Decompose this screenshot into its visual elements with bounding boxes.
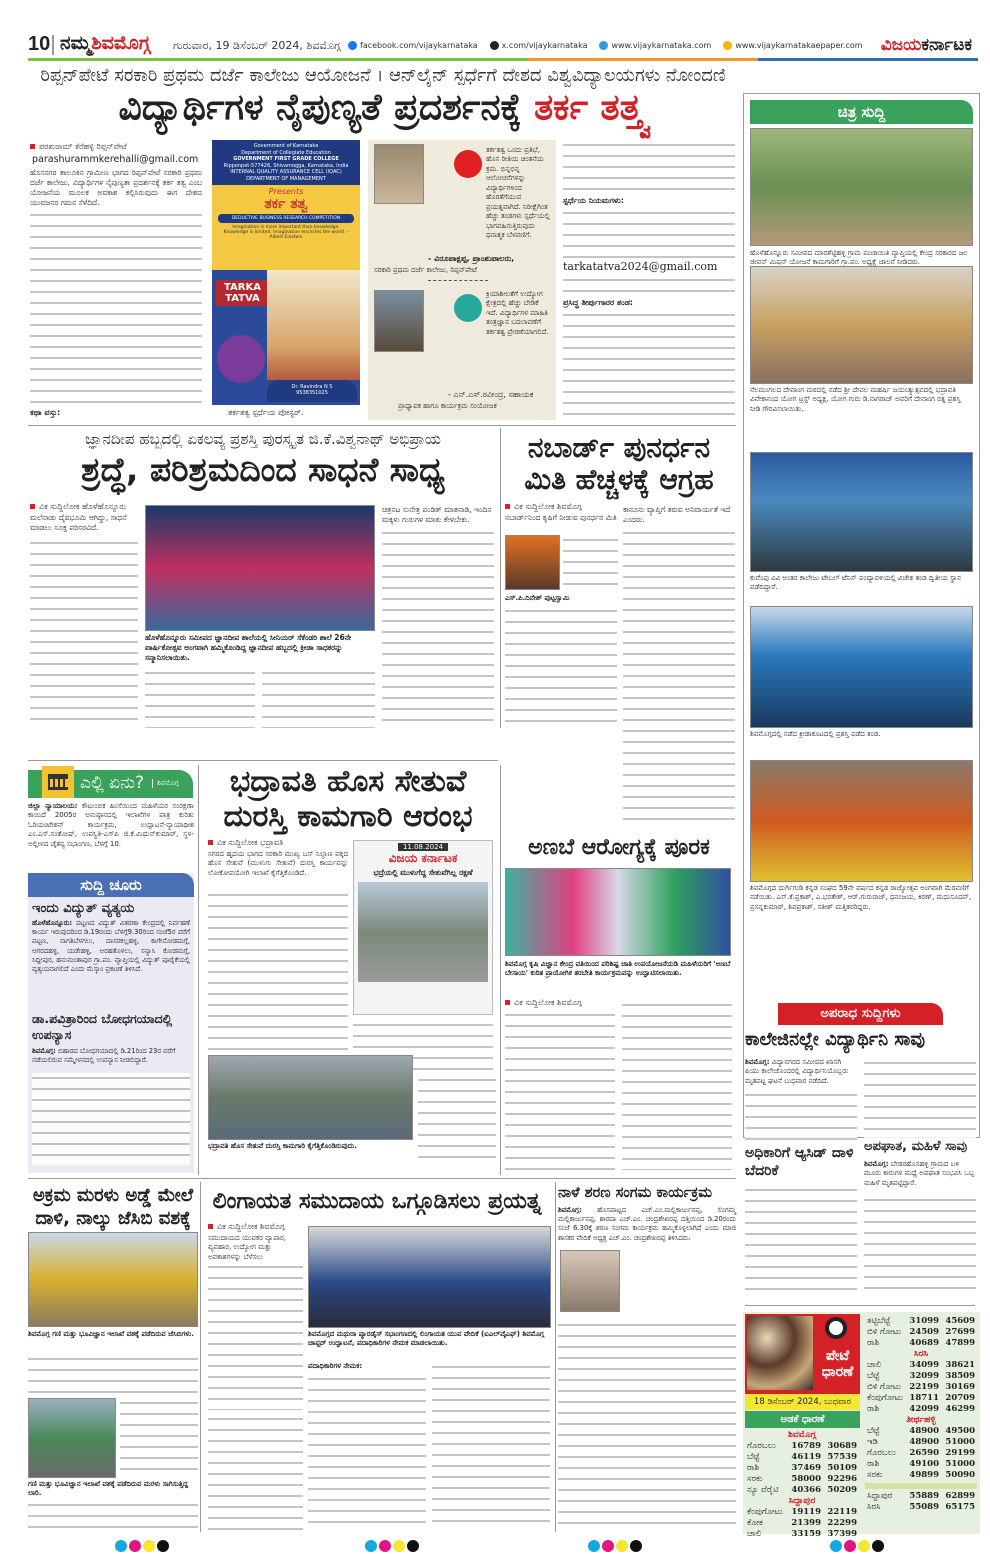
- anabe-body: [505, 1010, 615, 1170]
- story2-col3: ಚಿತ್ರನಟ ಸುನೇತ್ರ ಪಂಡಿತ್ ಮಾತನಾಡಿ, ಇಂದಿನ ಮಕ್ಕಳು ಗುರುಗಳ ಮಾತು ಕೇಳಬೇಕು.: [382, 505, 492, 525]
- market-date: 18 ಡಿಸೆಂಬರ್ 2024, ಬುಧವಾರ: [745, 1394, 860, 1410]
- crime-1-body-2: [864, 1058, 976, 1138]
- epaper-link[interactable]: www.vijaykarnatakaepaper.com: [723, 41, 862, 50]
- price-name: ಬೆಟ್ಟೆ: [867, 1426, 880, 1436]
- lead-kicker: ರಿಪ್ಪನ್‌ಪೇಟೆ ಸರಕಾರಿ ಪ್ರಥಮ ದರ್ಜೆ ಕಾಲೇಜು ಆಯೋಜನೆ । ಆನ್‌ಲೈನ್ ಸ್ಪರ್ಧೆಗೆ ದೇಶದ ವಿಶ್ವವಿದ್ಯಾಲಯಗಳು ನೋಂದಣಿ: [40, 65, 726, 86]
- akrama-body-2: [120, 1398, 198, 1478]
- story2-byline: ವಿಕ ಸುದ್ದಿಲೋಕ ಹೊಳೆಹೊನ್ನೂರು: [30, 502, 126, 512]
- story2-body-2: [145, 668, 255, 728]
- section-prefix: ನಮ್ಮ: [60, 32, 92, 54]
- price-name: ಗೊರಬಲು: [747, 1441, 776, 1451]
- price-min: 24509: [909, 1327, 939, 1337]
- price-name: ಇಡಿ: [867, 1437, 878, 1447]
- clip-date: 11.08.2024: [398, 843, 448, 851]
- registration-marks: [830, 1540, 884, 1552]
- price-row: [863, 1470, 979, 1481]
- price-name: ರಾಶಿ: [867, 1459, 880, 1469]
- nabard-col2: ಕಾನೂನು ವ್ಯಾಪ್ತಿಗೆ ತರುವ ಅನಿವಾರ್ಯತೆ ಇದೆ ಎಂದರು.: [623, 505, 731, 525]
- vijay-karnataka-logo: ವಿಜಯಕರ್ನಾಟಕ: [880, 35, 972, 55]
- price-max: 30689: [827, 1441, 857, 1451]
- judges-label: ಪ್ರಸಿದ್ಧ ತೀರ್ಪುಗಾರರ ತಂಡ:: [563, 298, 634, 307]
- price-name: ಚಾಲಿ: [867, 1360, 882, 1370]
- price-min: 33159: [791, 1529, 821, 1539]
- lingayata-caption: ಶಿವಮೊಗ್ಗದ ಮಥುರಾ ಪ್ಯಾರಡೈಸ್ ಸಭಾಂಗಣದಲ್ಲಿ ಲಿಂಗಾಯತ ಯುವ ವೇದಿಕೆ (ಐಎಲ್‌ವೈಎಫ್) ಶಿವಮೊಗ್ಗ ಚಾಪ್ಟರ್ ಉದ್ಘಾಟನೆ, ಪದಾಧಿಕಾರಿಗಳ ನೇಮಕ ಮಾಡಲಾಯಿತು.: [308, 1330, 545, 1348]
- price-min: 46119: [791, 1452, 821, 1462]
- crime-headline-2: ಅಧಿಕಾರಿಗೆ ಆ್ಯಸಿಡ್ ದಾಳಿ ಬೆದರಿಕೆ: [745, 1145, 854, 1180]
- price-max: 65175: [945, 1502, 975, 1512]
- court-icon: [42, 766, 74, 798]
- coordinator-photo: [374, 290, 424, 352]
- story2-photo: [145, 505, 375, 631]
- lorry-caption: ಗಣಿ ಮತ್ತು ಭೂವಿಜ್ಞಾನ ಇಲಾಖೆ ವಶಕ್ಕೆ ಪಡೆದಿರುವ ಮರಳು ಸಾಗಿಸುತ್ತಿದ್ದ ಲಾರಿ.: [28, 1480, 189, 1498]
- news-photo: [750, 452, 973, 572]
- akrama-body: [28, 1354, 198, 1396]
- price-min: 26590: [909, 1448, 939, 1458]
- price-row: [863, 1371, 979, 1382]
- bhadravathi-headline: ಭದ್ರಾವತಿ ಹೊಸ ಸೇತುವೆ ದುರಸ್ತಿ ಕಾಮಗಾರಿ ಆರಂಭ: [223, 764, 473, 834]
- market-icon: [825, 1317, 847, 1339]
- price-name: ಬಿಳಿ ಗೋಟು: [867, 1327, 902, 1337]
- price-max: 38621: [945, 1360, 975, 1370]
- price-row: [743, 1529, 861, 1540]
- item2-body: [32, 1073, 190, 1165]
- anabe-caption: ಶಿವಮೊಗ್ಗ ಕೃಷಿ ವಿಜ್ಞಾನ ಕೇಂದ್ರ ವತಿಯಿಂದ ಪರಿಶಿಷ್ಟ ಜಾತಿ ಉಪಯೋಜನೆಯಡಿ ಮಹಿಳೆಯರಿಗೆ 'ಅಣಬೆ ಬೇಸಾಯ' ಕುರಿತ ಪ್ರಾಯೋಗಿಕ ತರಬೇತಿ ಕಾರ್ಯಕ್ರಮವನ್ನು ಉದ್ಘಾಟಿಸಲಾಯಿತು.: [505, 960, 731, 978]
- quote-2-author: - ಎನ್.ಎಸ್.ರವೀಂದ್ರ, ಸಹಾಯಕ: [448, 390, 534, 399]
- anabe-photo: [505, 868, 731, 956]
- price-max: 20709: [945, 1393, 975, 1403]
- grains-image: [747, 1316, 813, 1390]
- price-name: ರಾಶಿ: [867, 1338, 880, 1348]
- lorry-photo: [28, 1398, 116, 1478]
- principal-photo: [374, 144, 424, 204]
- price-min: 18711: [909, 1393, 939, 1403]
- bridge-photo: [208, 1055, 413, 1140]
- news-photo: [750, 606, 973, 728]
- quote-1-org: ಸರಕಾರಿ ಪ್ರಥಮ ದರ್ಜೆ ಕಾಲೇಜು, ರಿಪ್ಪನ್‌ಪೇಟೆ: [374, 266, 477, 274]
- facebook-icon: [348, 41, 357, 50]
- akrama-body-3: [28, 1500, 198, 1530]
- item2-text: ಶಿವಮೊಗ್ಗ: ಬಿಹಾರದ ಬೋಧಗಯಾದಲ್ಲಿ ಡಿ.21ರಿಂದ 23ರ ವರೆಗೆ ನಡೆಯಲಿರುವ ಸಮ್ಮೇಳನದಲ್ಲಿ ಉಪನ್ಯಾಸ ನೀಡಲಿದ್ದಾರೆ.: [32, 1047, 176, 1065]
- sharana-photo: [560, 1250, 620, 1312]
- photo-caption: ಶಿವಮೊಗ್ಗದಲ್ಲಿ ನಡೆದ ಕ್ರೀಡಾಕೂಟದಲ್ಲಿ ಪ್ರಶಸ್ತಿ ಪಡೆದ ತಂಡ.: [750, 730, 881, 738]
- elli-enu-place: ಶಿವಮೊಗ್ಗ: [152, 779, 179, 788]
- competition-email[interactable]: tarkatatva2024@gmail.com: [563, 260, 718, 273]
- price-row: [863, 1360, 979, 1371]
- author-email[interactable]: parashurammkerehalli@gmail.com: [32, 154, 199, 165]
- story2-body-3: [262, 668, 375, 728]
- anabe-byline: ವಿಕ ಸುದ್ದಿಲೋಕ ಶಿವಮೊಗ್ಗ: [505, 998, 582, 1008]
- lingayata-body-3: [432, 1362, 550, 1530]
- price-table-left: [743, 1430, 861, 1540]
- bhadravathi-body: [208, 890, 348, 1050]
- price-max: 57539: [827, 1452, 857, 1462]
- anabe-body-2: [622, 1000, 732, 1170]
- suddi-churu-box: [28, 873, 194, 1173]
- poster-caption: ತರ್ಕತತ್ವ ಸ್ಪರ್ಧೆಯ ಪೋಸ್ಟರ್.: [228, 408, 304, 417]
- price-min: 19119: [791, 1507, 821, 1517]
- rules-text: [563, 208, 735, 258]
- x-icon: [490, 41, 499, 50]
- arecanut-price-title: ಅಡಕೆ ಧಾರಣೆ: [745, 1411, 860, 1428]
- price-section-title: ಸಿದ್ದಾಪುರ: [788, 1496, 816, 1506]
- epaper-icon: [723, 41, 732, 50]
- price-name: ಬೆಟ್ಟೆ: [867, 1371, 880, 1381]
- judges-text: [563, 310, 735, 420]
- price-min: 42099: [909, 1404, 939, 1414]
- nabard-photo: [505, 535, 560, 590]
- crime-headline-3: ಅಪಘಾತ, ಮಹಿಳೆ ಸಾವು: [864, 1139, 968, 1154]
- price-max: 45609: [945, 1316, 975, 1326]
- price-max: 92296: [827, 1474, 857, 1484]
- item2-headline: ಡಾ.ಪವಿತ್ರಾರಿಂದ ಬೋಧಗಯಾದಲ್ಲಿ ಉಪನ್ಯಾಸ: [32, 1011, 173, 1043]
- price-name: ಸಿರಸಿ: [867, 1502, 881, 1512]
- market-prices-box: [743, 1312, 980, 1539]
- price-max: 51000: [945, 1459, 975, 1469]
- akrama-headline: ಅಕ್ರಮ ಮರಳು ಅಡ್ಡೆ ಮೇಲೆ ದಾಳಿ, ನಾಲ್ಕು ಜೆಸಿಬಿ ವಶಕ್ಕೆ: [32, 1185, 194, 1230]
- price-row: [743, 1518, 861, 1529]
- price-min: 21399: [791, 1518, 821, 1528]
- bridge-caption: ಭದ್ರಾವತಿ ಹೊಸ ಸೇತುವೆ ದುರಸ್ತಿ ಕಾಮಗಾರಿ ಕೈಗೆತ್ತಿಕೊಂಡಿರುವುದು.: [208, 1142, 357, 1150]
- price-name: ತಟ್ಟಿಬೆಟ್ಟೆ: [867, 1316, 891, 1326]
- price-table-right: [863, 1316, 979, 1513]
- lingayata-body-4: [208, 1414, 303, 1530]
- social-links: [348, 41, 863, 50]
- photo-news-title: ಚಿತ್ರ ಸುದ್ದಿ: [750, 100, 973, 124]
- story2-lead: ಮಲೆನಾಡು ದೈವಭೂಮಿ ಆಗಿದ್ದು, ಸಾಧನೆ ಮಾಡಲು ಸೂಕ್ತ ಪರಿಸರವಿದೆ.: [30, 513, 127, 533]
- suddi-churu-title: ಸುದ್ದಿ ಚೂರು: [28, 873, 194, 897]
- sharana-headline: ನಾಳೆ ಶರಣ ಸಂಗಮ ಕಾರ್ಯಕ್ರಮ: [558, 1185, 713, 1201]
- photo-caption: ಶಿವಮೊಗ್ಗದ ದುರ್ಗಿಗುಡಿ ಕನ್ನಡ ಸಂಘದ 59ನೇ ವರ್ಷದ ಕನ್ನಡ ರಾಜ್ಯೋತ್ಸವ ಅಂಗವಾಗಿ ಮೆರವಣಿಗೆ ನಡೆಯಿತು. ಎಸ್.ಕೆ.ಪ್ರಕಾಶ್, ಎ.ಭರತೇಶ್, ಆರ್.ಗುರುರಾಜ್, ಧನಂಜಯ, ಕಿರಣ್, ಮಧುಸೂದನ್, ಪ್ರಸನ್ನಕುಮಾರ್, ಶಿವಪ್ರಕಾಶ್, ಸತೀಶ್ ಮತ್ತಿತರರಿದ್ದರು.: [750, 884, 972, 911]
- bhadravathi-byline: ವಿಕ ಸುದ್ದಿಲೋಕ ಭದ್ರಾವತಿ: [208, 838, 283, 848]
- facebook-link[interactable]: facebook.com/vijaykarnataka: [348, 41, 478, 50]
- price-section-bar: [865, 1483, 977, 1489]
- price-min: 37469: [791, 1463, 821, 1473]
- lingayata-byline: ವಿಕ ಸುದ್ದಿಲೋಕ ಶಿವಮೊಗ್ಗ: [208, 1222, 285, 1232]
- globe-icon: [599, 41, 608, 50]
- price-max: 29199: [945, 1448, 975, 1458]
- quote-1-author: - ವಿರೂಪಾಕ್ಷಪ್ಪ, ಪ್ರಾಂಶುಪಾಲರು,: [428, 254, 515, 263]
- elli-enu-header: [28, 770, 193, 798]
- crime-news-title: ಅಪರಾಧ ಸುದ್ದಿಗಳು: [778, 1003, 943, 1025]
- nabard-body: [563, 535, 618, 590]
- price-name: ಸರಕು: [747, 1474, 763, 1484]
- price-max: 50090: [945, 1470, 975, 1480]
- story2-body: [30, 538, 138, 728]
- quote-1: ತರ್ಕತತ್ವ ಒಂದು ಪ್ರತಿಭೆ, ಹೊಸ ರೀತಿಯ ಚಿಂತನೆಯ ಕ್ರಮ. ಭಿನ್ನಭಿನ್ನ ಆಲೋಚನೆಗಳನ್ನು ವಿದ್ಯಾರ್ಥಿಗಳಿಂದ ಹೊರತೆಗೆಯುವ ಪ್ರಯತ್ನವಾಗಿದೆ. ನಿರೀಕ್ಷೆಗಿಂತ ಹೆಚ್ಚು ತಂಡಗಳು ಸ್ಪರ್ಧೆಯಲ್ಲಿ ಭಾಗವಹಿಸುತ್ತಿರುವುದು ಧನಾತ್ಮಕ ಬೆಳವಣಿಗೆ.: [486, 146, 550, 239]
- color-rule: [28, 58, 528, 61]
- crime-3-text: ಶಿವಮೊಗ್ಗ: ಬೇಡರಹೊಸಹಳ್ಳಿ ಗ್ರಾಮದ ಬಳಿ ಮೂರು ಕಾರುಗಳ ಮಧ್ಯೆ ಅಪಘಾತ ಸಂಭವಿಸಿ ಒಬ್ಬ ಮಹಿಳೆ ಮೃತಪಟ್ಟಿದ್ದಾರೆ.: [864, 1160, 975, 1187]
- quote-2-org: ಪ್ರಾಧ್ಯಾಪಕ ಹಾಗೂ ಕಾರ್ಯಕ್ರಮ ಸಂಯೋಜಕ: [398, 402, 497, 410]
- lead-body-text: [30, 210, 202, 406]
- price-min: 40366: [791, 1485, 821, 1495]
- price-name: ಬೆಟ್ಟೆ: [747, 1452, 760, 1462]
- registration-marks: [365, 1540, 419, 1552]
- clip-headline: ಭದ್ರೆಯಲ್ಲಿ ಮುಳುಗೆದ್ದ ಸೇತುವೆಗಿಲ್ಲ ರಕ್ಷಣೆ: [373, 868, 473, 877]
- price-row: [863, 1393, 979, 1404]
- section-name: ಶಿವಮೊಗ್ಗ: [91, 32, 151, 54]
- price-row: [863, 1338, 979, 1349]
- rules-label: ಸ್ಪರ್ಧೆಯ ನಿಯಮಗಳು:: [563, 196, 624, 205]
- price-min: 49899: [909, 1470, 939, 1480]
- price-row: [863, 1316, 979, 1327]
- price-min: 58000: [791, 1474, 821, 1484]
- story-label: ಕಥಾ ವಸ್ತು:: [30, 408, 61, 417]
- crime-1-body: [745, 1090, 857, 1142]
- masthead: [28, 33, 978, 59]
- price-min: 31099: [909, 1316, 939, 1326]
- lingayata-body: [208, 1262, 303, 1410]
- price-row: [863, 1502, 979, 1513]
- price-row: [863, 1459, 979, 1470]
- price-min: 22199: [909, 1382, 939, 1392]
- price-max: 46299: [945, 1404, 975, 1414]
- price-min: 34099: [909, 1360, 939, 1370]
- price-max: 62899: [945, 1491, 975, 1501]
- crime-1-text: ಶಿವಮೊಗ್ಗ: ವಿದ್ಯಾನಗರದ ಸಮೀಪದ ಖಾಸಗಿ ಪಿಯು ಕಾಲೇಜೊಂದರಲ್ಲಿ ವಿದ್ಯಾರ್ಥಿನಿಯೊಬ್ಬರು ಮೃತಪಟ್ಟ ಘಟನೆ ಬುಧವಾರ ನಡೆದಿದೆ.: [745, 1058, 849, 1085]
- price-max: 27699: [945, 1327, 975, 1337]
- color-rule: [758, 58, 978, 61]
- price-section-title: ಶಿವಮೊಗ್ಗ: [788, 1430, 816, 1440]
- lingayata-photo: [308, 1226, 551, 1328]
- price-min: 48900: [909, 1426, 939, 1436]
- bhadravathi-lead: ನಗರದ ಹೃದಯ ಭಾಗದ ಸರಕಾರಿ ಮುಖ್ಯ ಬಸ್ ನಿಲ್ದಾಣ ಪಕ್ಕದ ಹೊಸ ಸೇತುವೆ (ಮುಳುಗು ಸೇತುವೆ) ದುರಸ್ತಿ ಕಾರ್ಯವನ್ನು ಲೋಕೋಪಯೋಗಿ ಇಲಾಖೆ ಕೈಗೆತ್ತಿಕೊಂಡಿದೆ.: [208, 850, 348, 877]
- price-min: 32099: [909, 1371, 939, 1381]
- news-photo: [750, 128, 973, 246]
- price-name: ಸರಕು: [867, 1470, 883, 1480]
- jcb-photo: [28, 1232, 198, 1327]
- nabard-body-2: [505, 606, 617, 728]
- jcb-caption: ಶಿವಮೊಗ್ಗ ಗಣಿ ಮತ್ತು ಭೂವಿಜ್ಞಾನ ಇಲಾಖೆ ವಶಕ್ಕೆ ಪಡೆದಿರುವ ಜೆಸಿಬಿಗಳು.: [28, 1330, 194, 1338]
- poster-image: Government of Karnataka Department of Collegiate Education GOVERNMENT FIRST GRADE COLLEGE Ripponpet-577426, Shivamogga, Karnataka, India INTERNAL QUALITY ASSURANCE CELL (IQAC) DEPARTMENT OF MANAGEMENT Presents ತರ್ಕ ತತ್ವ DEDUCTIVE BUSINESS RESEARCH COMPETITION Imagination is more important than knowledge. Knowledge is limited. Imagination encircles the world. - Albert Einstein TARKA TATVA Dr. Ravindra N S 9538351025: [212, 140, 360, 405]
- price-name: ಕೆಂಪುಗೋಟು: [867, 1393, 903, 1403]
- registration-marks: [115, 1540, 169, 1552]
- divider: [52, 35, 54, 55]
- lingayata-headline: ಲಿಂಗಾಯತ ಸಮುದಾಯ ಒಗ್ಗೂಡಿಸಲು ಪ್ರಯತ್ನ: [212, 1189, 542, 1214]
- bhadravathi-body-3: [418, 1075, 496, 1165]
- lingayata-lead: ಸಮುದಾಯದ ಯುವಕರ ವ್ಯಾಪಾರ, ವ್ಯವಹಾರ, ಉದ್ಯೋಗ ಮತ್ತು ಅವಕಾಶಗಳನ್ನು ಬೆಳೆಸಲು: [208, 1234, 286, 1261]
- price-min: 55889: [909, 1491, 939, 1501]
- price-row: [743, 1507, 861, 1518]
- nabard-byline: ವಿಕ ಸುದ್ದಿಲೋಕ ಶಿವಮೊಗ್ಗ: [505, 502, 582, 512]
- item1-text: ಹೊಳೆಹೊನ್ನೂರು: ಪಟ್ಟಣದ ವಿದ್ಯುತ್ ವಿತರಣಾ ಕೇಂದ್ರದಲ್ಲಿ ನಿರ್ವಹಣೆ ಕಾರ್ಯ ಇರುವುದರಿಂದ ಡಿ.19ರಂದು ಬೆಳಗ್ಗೆ9.30ರಿಂದ ಸಂಜೆ5ರ ವರೆಗೆ ಪಟ್ಟಣ, ನಾಗತಿಬೆಳಗಲು, ದಾಸರಕಲ್ಲಹಳ್ಳಿ, ಕಾಗೇನೋಡಮಗ್ಗೆ, ಅಗರದಹಳ್ಳಿ, ಯಡೇಹಳ್ಳಿ, ಅರಹತೊಳಲು, ಸನ್ಯಾಸಿ ಕೋಡಮಗ್ಗೆ, ಸಿದ್ದೀಪುರ, ಹನುಮಂತಾಪುರ ಗ್ರಾ.ಪಂ. ವ್ಯಾಪ್ತಿಯಲ್ಲಿ ವಿದ್ಯುತ್ ಪೂರೈಕೆಯಲ್ಲಿ ವ್ಯತ್ಯಯವಾಗಲಿದೆ ಎಂದು ಮೆಸ್ಕಾಂ ಪ್ರಕಟಣೆ ತಿಳಿಸಿದೆ.: [32, 919, 190, 973]
- nabard-headline: ನಬಾರ್ಡ್ ಪುನರ್ಧನ ಮಿತಿ ಹೆಚ್ಚಳಕ್ಕೆ ಆಗ್ರಹ: [524, 431, 714, 497]
- price-name: ನ್ಯೂ ವೆರೈಟಿ: [747, 1485, 779, 1495]
- anabe-headline: ಅಣಬೆ ಆರೋಗ್ಯಕ್ಕೆ ಪೂರಕ: [528, 835, 710, 860]
- lead-body-text-2: [563, 140, 735, 198]
- market-prices-banner: [745, 1314, 860, 1394]
- price-min: 55089: [909, 1502, 939, 1512]
- newspaper-clipping: [353, 840, 493, 1015]
- elli-enu-text: ಜಿಲ್ಲಾ ನ್ಯಾಯಾಲಯ: ಕೌಟುಂಬಿಕ ಹಿಂಸೆಯಿಂದ ಮಹಿಳೆಯರ ಸಂರಕ್ಷಣಾ ಕಾಯಿದೆ 2005ರ ಅನುಷ್ಠಾನದಲ್ಲಿ ಇಲಾಖೆಗಳ ಪಾತ್ರ ಕುರಿತು ಓರಿಯಂಟೇಶನ್ ಕಾರ್ಯಕ್ರಮ, ಉದ್ಘಾಟನೆ-ನ್ಯಾಯಾಧೀಶ ಎಂ.ಎಸ್.ಸಂತೋಷ್, ಉಪಸ್ಥಿತಿ-ಎಸ್‌ಪಿ ಜಿ.ಕೆ.ಮಿಥುನ್‌ಕುಮಾರ್, ಸ್ಥಳ-ಅಲ್ಲೀಳದ ಚೈತನ್ಯ ಸಭಾಂಗಣ, ಬೆಳಗ್ಗೆ 10.: [28, 802, 194, 848]
- news-photo: [750, 760, 973, 882]
- elli-enu-title: ಎಲ್ಲಿ ಏನು?: [80, 773, 145, 793]
- item1-headline: ಇಂದು ವಿದ್ಯುತ್ ವ್ಯತ್ಯಯ: [32, 901, 135, 916]
- price-max: 37399: [827, 1529, 857, 1539]
- price-name: ಕೆಂಪುಗೋಟು: [747, 1507, 783, 1517]
- quote-box: [368, 140, 556, 420]
- market-prices-title: ಪೇಟೆ ಧಾರಣೆ: [821, 1348, 854, 1381]
- price-max: 50109: [827, 1463, 857, 1473]
- price-row: [743, 1441, 861, 1452]
- price-name: ಕೋಕ: [747, 1518, 763, 1528]
- price-name: ಬಿಳಿ ಗೋಟು: [867, 1382, 902, 1392]
- headline-highlight: ತರ್ಕ ತತ್ತ್ವ: [534, 87, 648, 128]
- price-min: 40689: [909, 1338, 939, 1348]
- price-row: [863, 1437, 979, 1448]
- section-brand: [60, 32, 150, 54]
- price-name: ರಾಶಿ: [747, 1463, 760, 1473]
- rules-text-2: [563, 275, 735, 295]
- price-row: [863, 1426, 979, 1437]
- price-row: [863, 1327, 979, 1338]
- price-min: 16789: [791, 1441, 821, 1451]
- story2-photo-caption: ಹೊಳೆಹೊನ್ನೂರು ಸಮೀಪದ ಜ್ಞಾನದೀಪ ಶಾಲೆಯಲ್ಲಿ ಸೀನಿಯರ್ ಸೆಕೆಂಡರಿ ಶಾಲೆ 26ನೇ ವಾರ್ಷಿಕೋತ್ಸವ ಅಂಗವಾಗಿ ಹಮ್ಮಿಕೊಂಡಿದ್ದ ಜ್ಞಾನದೀಪ ಹಬ್ಬದಲ್ಲಿ ಕ್ರೀಡಾ ಸಾಧಕರನ್ನು ಸನ್ಮಾನಿಸಲಾಯಿತು.: [145, 633, 352, 663]
- price-row: [863, 1491, 979, 1502]
- crime-2-body: [745, 1185, 857, 1295]
- crime-3-body: [864, 1195, 976, 1295]
- price-row: [743, 1452, 861, 1463]
- price-name: ಸಿದ್ದಾಪುರ: [867, 1491, 893, 1501]
- price-max: 38509: [945, 1371, 975, 1381]
- news-photo: [750, 266, 973, 384]
- price-section-title: ಸಿರಸಿ: [913, 1349, 929, 1359]
- qr-code-badge: [217, 335, 265, 383]
- officers-label: ಪದಾಧಿಕಾರಿಗಳ ನೇಮಕ:: [308, 1362, 363, 1370]
- price-row: [743, 1463, 861, 1474]
- story2-body-4: [382, 528, 494, 728]
- price-name: ರಾಶಿ: [867, 1404, 880, 1414]
- crime-headline-1: ಕಾಲೇಜಿನಲ್ಲೇ ವಿದ್ಯಾರ್ಥಿನಿ ಸಾವು: [745, 1029, 925, 1050]
- nabard-lead: ನಬಾರ್ಡ್‌ನಿಂದ ಕೃಷಿಗೆ ನೀಡುವ ಪುನರ್ಧನ ಮಿತಿ: [505, 513, 617, 522]
- clip-logo: ವಿಜಯ ಕರ್ನಾಟಕ: [388, 851, 458, 865]
- price-name: ಚಾಲಿ: [747, 1529, 762, 1539]
- registration-marks: [588, 1540, 642, 1552]
- date-line: ಗುರುವಾರ, 19 ಡಿಸೆಂಬರ್ 2024, ಶಿವಮೊಗ್ಗ: [173, 39, 341, 52]
- lead-byline: ಪರಶುರಾಮ್ ಕೆರೆಹಳ್ಳಿ ರಿಪ್ಪನ್‌ಪೇಟೆ: [30, 142, 127, 152]
- x-link[interactable]: x.com/vijaykarnataka: [490, 41, 588, 50]
- color-rule: [528, 58, 758, 61]
- photo-news-column: [743, 93, 980, 1138]
- price-max: 22119: [827, 1507, 857, 1517]
- price-max: 22299: [827, 1518, 857, 1528]
- price-name: ಗೊರಬಲು: [867, 1448, 896, 1458]
- page-number: 10: [28, 33, 51, 55]
- lingayata-body-2: [308, 1374, 426, 1530]
- price-max: 47899: [945, 1338, 975, 1348]
- photo-caption: ನೆಲಮಂಗಲದ ದೇವಾಂಗ ಮಠದಲ್ಲಿ ನಡೆದ ಶ್ರೀ ದೇವಲ ಮಹರ್ಷಿ ಜಯಂತ್ಯುತ್ಸವದಲ್ಲಿ ಭದ್ರಾವತಿ ವಿವೇಕಾನಂದ ಯೋಗ ಟ್ರಸ್ಟ್ ಅಧ್ಯಕ್ಷ, ಯೋಗ ಗುರು ಡಿ.ನಾಗರಾಜ್ ಅವರಿಗೆ ದೇವಾಂಗ ರತ್ನ ಪ್ರಶಸ್ತಿ ನೀಡಿ ಗೌರವಿಸಲಾಯಿತು.: [750, 386, 961, 413]
- website-link[interactable]: www.vijaykarnataka.com: [599, 41, 711, 50]
- quote-2: ಕ್ರಿಯಾಶೀಲತೆಗೆ ಉದ್ಯೋಗ ಕ್ಷೇತ್ರದಲ್ಲಿ ಹೆಚ್ಚು ಬೇಡಿಕೆ ಇದೆ. ವಿದ್ಯಾರ್ಥಿಗಳ ಮಾಹಿತಿ ತಂತ್ರಜ್ಞಾನ ಬದಲಾವಣೆಗೆ ತರ್ಕತತ್ವ ಪ್ರೇರಣೆಯಾಗಲಿದೆ.: [486, 290, 549, 336]
- price-max: 51000: [945, 1437, 975, 1447]
- price-row: [743, 1474, 861, 1485]
- price-row: [863, 1404, 979, 1415]
- price-row: [743, 1485, 861, 1496]
- photo-caption: ಕುವೆಂಪು ವಿವಿ ಅಂತರ ಕಾಲೇಜು ಟೇಬಲ್ ಟೆನಿಸ್ ಪಂದ್ಯಾವಳಿಯಲ್ಲಿ ವಿಜೇತ ತಂಡ ದ್ವಿತೀಯ ಸ್ಥಾನ ಪಡೆದಿದ್ದಾರೆ.: [750, 574, 961, 592]
- sharana-text: ಶಿವಮೊಗ್ಗ: ಹೊಸಪಾಟ್ಟದ ಎಚ್.ಎಂ.ಮಲ್ಲಿಕಾರ್ಜುನಪ್ಪ, ಲಿಂಗಮ್ಮ ಮಲ್ಲಿಕಾರ್ಜುನಪ್ಪ, ಶಾರದಾ ಎಚ್.ಎಂ. ಚಂದ್ರಶೇಖರಪ್ಪ ದತ್ತಿಯಿಂದ ಡಿ.20ರಂದು ಸಂಜೆ 6.30ಕ್ಕೆ ಶರಣ ಸಂಗಮ ಕಾರ್ಯಕ್ರಮ ಹಮ್ಮಿಕೊಳ್ಳಲಾಗಿದೆ ಎಂದು ಮಾಜಿ ಶಾಸಕರ ವೇದಿಕೆ ಅಧ್ಯಕ್ಷ ಎಚ್.ಎಂ. ಚಂದ್ರಶೇಖರಪ್ಪ ತಿಳಿಸಿದರು.: [558, 1206, 736, 1242]
- lead-headline: ವಿದ್ಯಾರ್ಥಿಗಳ ನೈಪುಣ್ಯತೆ ಪ್ರದರ್ಶನಕ್ಕೆ ತರ್ಕ ತತ್ತ್ವ: [118, 87, 648, 128]
- lead-intro: ಹೊಸನಗರ ತಾಲೂಕಿನ ಗ್ರಾಮೀಣ ಭಾಗದ ರಿಪ್ಪನ್‌ಪೇಟೆ ಸರಕಾರಿ ಪ್ರಥಮ ದರ್ಜೆ ಕಾಲೇಜು, ವಿದ್ಯಾರ್ಥಿಗಳ ನೈಪುಣ್ಯತಾ ಪ್ರದರ್ಶನಕ್ಕೆ ತರ್ಕ ತತ್ವ ಎಂಬ ಯೋಜನೆಯ ಮೂಲಕ ಅವಕಾಶ ಕಲ್ಪಿಸಿರುವುದು ಈಗ ದೇಶದ ಯುವಜನರ ಗಮನ ಸೆಳೆದಿದೆ.: [30, 168, 202, 208]
- price-row: [863, 1382, 979, 1393]
- nabard-photo-caption: ಎಸ್.ಪಿ.ದಿನೇಶ್ ಪುಟ್ಟಸ್ವಾಮಿ: [505, 594, 570, 602]
- story2-headline: ಶ್ರದ್ಧೆ, ಪರಿಶ್ರಮದಿಂದ ಸಾಧನೆ ಸಾಧ್ಯ: [81, 450, 445, 489]
- price-max: 49500: [945, 1426, 975, 1436]
- price-section-title: ತೀರ್ಥಹಳ್ಳಿ: [906, 1415, 936, 1425]
- price-min: 48900: [909, 1437, 939, 1447]
- price-max: 50209: [827, 1485, 857, 1495]
- price-min: 49100: [909, 1459, 939, 1469]
- photo-caption: ಹೊಳೆಹೊನ್ನೂರು ಸಮೀಪದ ಮಾರಶೆಟ್ಟಿಹಳ್ಳಿ ಗ್ರಾಮ ಪಂಚಾಯಿತಿ ವ್ಯಾಪ್ತಿಯಲ್ಲಿ ಕೇಂದ್ರ ಸರಕಾರದ ಜಲ ಜೀವನ್ ಮಿಷನ್ ಯೋಜನೆ ಕಾಮಗಾರಿಗೆ ಗ್ರಾ.ಪಂ. ಅಧ್ಯಕ್ಷೆ ಚಾಲನೆ ನೀಡಿದರು.: [750, 249, 968, 267]
- nabard-body-3: [623, 528, 735, 828]
- price-row: [863, 1448, 979, 1459]
- sharana-body: [558, 1320, 736, 1530]
- story2-kicker: ಜ್ಞಾನದೀಪ ಹಬ್ಬದಲ್ಲಿ ಏಕಲವ್ಯ ಪ್ರಶಸ್ತಿ ಪುರಸ್ಕೃತ ಜಿ.ಕೆ.ವಿಶ್ವನಾಥ್ ಅಭಿಪ್ರಾಯ: [85, 430, 441, 448]
- price-max: 30169: [945, 1382, 975, 1392]
